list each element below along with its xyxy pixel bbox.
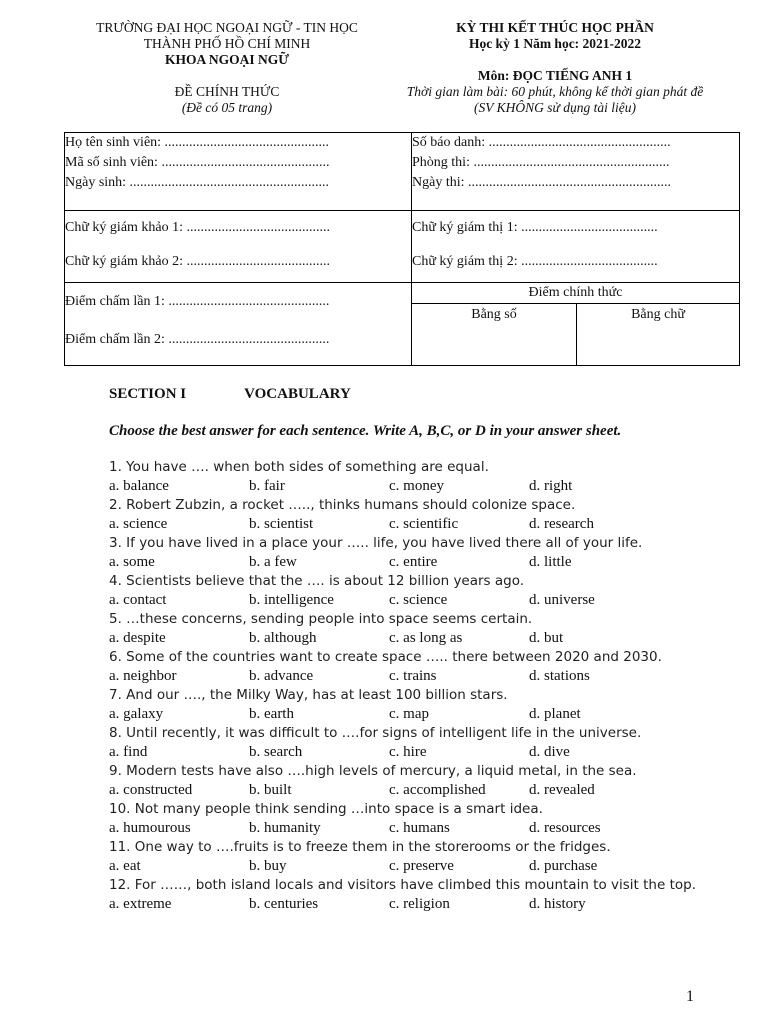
- exam-time: Thời gian làm bài: 60 phút, không kể thời gian phát đề: [406, 84, 704, 99]
- proctor-signature-cell: [412, 211, 740, 283]
- option-c: c. scientific: [389, 516, 459, 532]
- examiner-signature-cell: [65, 211, 412, 283]
- section-heading: [109, 386, 351, 403]
- option-d: d. history: [529, 896, 586, 912]
- question: [109, 686, 749, 724]
- question: [109, 762, 749, 800]
- room-field[interactable]: Phòng thi: ........................................................: [412, 155, 670, 170]
- score-in-numbers[interactable]: Bằng số: [412, 304, 577, 366]
- question-text: 12. For ……, both island locals and visitors have climbed this mountain to visit the top.: [109, 877, 696, 893]
- proctor2-signature[interactable]: Chữ ký giám thị 2: .......................................: [412, 254, 658, 269]
- option-b: b. scientist: [249, 516, 314, 532]
- school-name: TRƯỜNG ĐẠI HỌC NGOẠI NGỮ - TIN HỌC: [96, 20, 358, 35]
- question: [109, 610, 749, 648]
- option-b: b. a few: [249, 554, 297, 570]
- question-text: 10. Not many people think sending …into space is a smart idea.: [109, 801, 543, 817]
- question-text: 1. You have …. when both sides of something are equal.: [109, 459, 489, 475]
- option-a: a. eat: [109, 858, 141, 874]
- proctor1-signature[interactable]: Chữ ký giám thị 1: .......................................: [412, 220, 658, 235]
- option-b: b. advance: [249, 668, 314, 684]
- option-c: c. religion: [389, 896, 450, 912]
- dob-field[interactable]: Ngày sinh: .........................................................: [65, 175, 330, 190]
- student-info-table: [64, 132, 740, 366]
- option-a: a. extreme: [109, 896, 172, 912]
- option-b: b. earth: [249, 706, 294, 722]
- question-text: 7. And our …., the Milky Way, has at least 100 billion stars.: [109, 687, 508, 703]
- question: [109, 876, 749, 914]
- question: [109, 534, 749, 572]
- option-a: a. balance: [109, 478, 169, 494]
- grading-cell: [65, 283, 412, 366]
- option-a: a. find: [109, 744, 148, 760]
- grade2-field[interactable]: Điểm chấm lần 2: ..............................................: [65, 332, 330, 347]
- option-c: c. as long as: [389, 630, 463, 646]
- exam-term: Học kỳ 1 Năm học: 2021-2022: [468, 36, 642, 51]
- question: [109, 838, 749, 876]
- grade1-field[interactable]: Điểm chấm lần 1: ..............................................: [65, 294, 330, 309]
- option-d: d. purchase: [529, 858, 598, 874]
- question-text: 6. Some of the countries want to create space ….. there between 2020 and 2030.: [109, 649, 662, 665]
- option-c: c. hire: [389, 744, 427, 760]
- question: [109, 496, 749, 534]
- section-title: VOCABULARY: [244, 386, 351, 402]
- score-in-words[interactable]: Bằng chữ: [577, 304, 740, 366]
- option-c: c. accomplished: [389, 782, 486, 798]
- question: [109, 458, 749, 496]
- option-a: a. galaxy: [109, 706, 164, 722]
- option-d: d. stations: [529, 668, 590, 684]
- option-d: d. dive: [529, 744, 570, 760]
- question: [109, 800, 749, 838]
- examiner2-signature[interactable]: Chữ ký giám khảo 2: .........................................: [65, 254, 331, 269]
- option-a: a. humourous: [109, 820, 191, 836]
- question-text: 3. If you have lived in a place your ….. life, you have lived there all of your life.: [109, 535, 643, 551]
- exam-subject: Môn: ĐỌC TIẾNG ANH 1: [477, 68, 633, 83]
- question-text: 5. …these concerns, sending people into space seems certain.: [109, 611, 533, 627]
- option-b: b. humanity: [249, 820, 321, 836]
- exam-info-cell: [412, 133, 740, 211]
- option-b: b. buy: [249, 858, 287, 874]
- option-a: a. neighbor: [109, 668, 177, 684]
- option-b: b. built: [249, 782, 292, 798]
- option-a: a. some: [109, 554, 155, 570]
- option-b: b. search: [249, 744, 303, 760]
- exam-title: KỲ THI KẾT THÚC HỌC PHẦN: [456, 20, 654, 35]
- name-field[interactable]: Họ tên sinh viên: ...............................................: [65, 135, 330, 150]
- exam-date-field[interactable]: Ngày thi: ..........................................................: [412, 175, 671, 190]
- option-c: c. preserve: [389, 858, 454, 874]
- question: [109, 648, 749, 686]
- examiner1-signature[interactable]: Chữ ký giám khảo 1: .........................................: [65, 220, 331, 235]
- option-b: b. fair: [249, 478, 285, 494]
- question: [109, 572, 749, 610]
- official-score-header: Điểm chính thức: [412, 283, 740, 304]
- candidate-number-field[interactable]: Số báo danh: ....................................................: [412, 135, 671, 150]
- student-info-cell: [65, 133, 412, 211]
- option-d: d. revealed: [529, 782, 595, 798]
- option-a: a. constructed: [109, 782, 193, 798]
- exam-note: (SV KHÔNG sử dụng tài liệu): [474, 100, 636, 115]
- option-b: b. although: [249, 630, 317, 646]
- option-c: c. map: [389, 706, 429, 722]
- option-c: c. entire: [389, 554, 438, 570]
- option-c: c. trains: [389, 668, 437, 684]
- section-label: SECTION I: [109, 386, 187, 402]
- city-name: THÀNH PHỐ HỒ CHÍ MINH: [143, 36, 311, 51]
- school-header: [62, 20, 392, 116]
- question-text: 11. One way to ….fruits is to freeze them in the storerooms or the fridges.: [109, 839, 611, 855]
- student-id-field[interactable]: Mã số sinh viên: ................................................: [65, 155, 330, 170]
- faculty-name: KHOA NGOẠI NGỮ: [164, 52, 289, 67]
- option-b: b. intelligence: [249, 592, 334, 608]
- option-d: d. planet: [529, 706, 581, 722]
- official-label: ĐỀ CHÍNH THỨC: [174, 84, 280, 99]
- option-b: b. centuries: [249, 896, 319, 912]
- instruction: Choose the best answer for each sentence. Write A, B,C, or D in your answer sheet.: [109, 423, 622, 439]
- option-a: a. contact: [109, 592, 167, 608]
- question-text: 4. Scientists believe that the …. is about 12 billion years ago.: [109, 573, 525, 589]
- option-a: a. science: [109, 516, 168, 532]
- exam-header: [395, 20, 715, 116]
- question-text: 2. Robert Zubzin, a rocket ….., thinks humans should colonize space.: [109, 497, 576, 513]
- option-d: d. but: [529, 630, 564, 646]
- option-c: c. humans: [389, 820, 450, 836]
- question-text: 8. Until recently, it was difficult to ….for signs of intelligent life in the universe.: [109, 725, 642, 741]
- option-d: d. universe: [529, 592, 595, 608]
- option-d: d. research: [529, 516, 594, 532]
- option-c: c. science: [389, 592, 448, 608]
- question-list: [109, 458, 749, 914]
- question-text: 9. Modern tests have also ….high levels of mercury, a liquid metal, in the sea.: [109, 763, 637, 779]
- question: [109, 724, 749, 762]
- option-d: d. right: [529, 478, 573, 494]
- option-d: d. resources: [529, 820, 601, 836]
- option-d: d. little: [529, 554, 572, 570]
- page-number: 1: [686, 988, 694, 1005]
- option-c: c. money: [389, 478, 444, 494]
- page-count: (Đề có 05 trang): [181, 100, 273, 115]
- option-a: a. despite: [109, 630, 166, 646]
